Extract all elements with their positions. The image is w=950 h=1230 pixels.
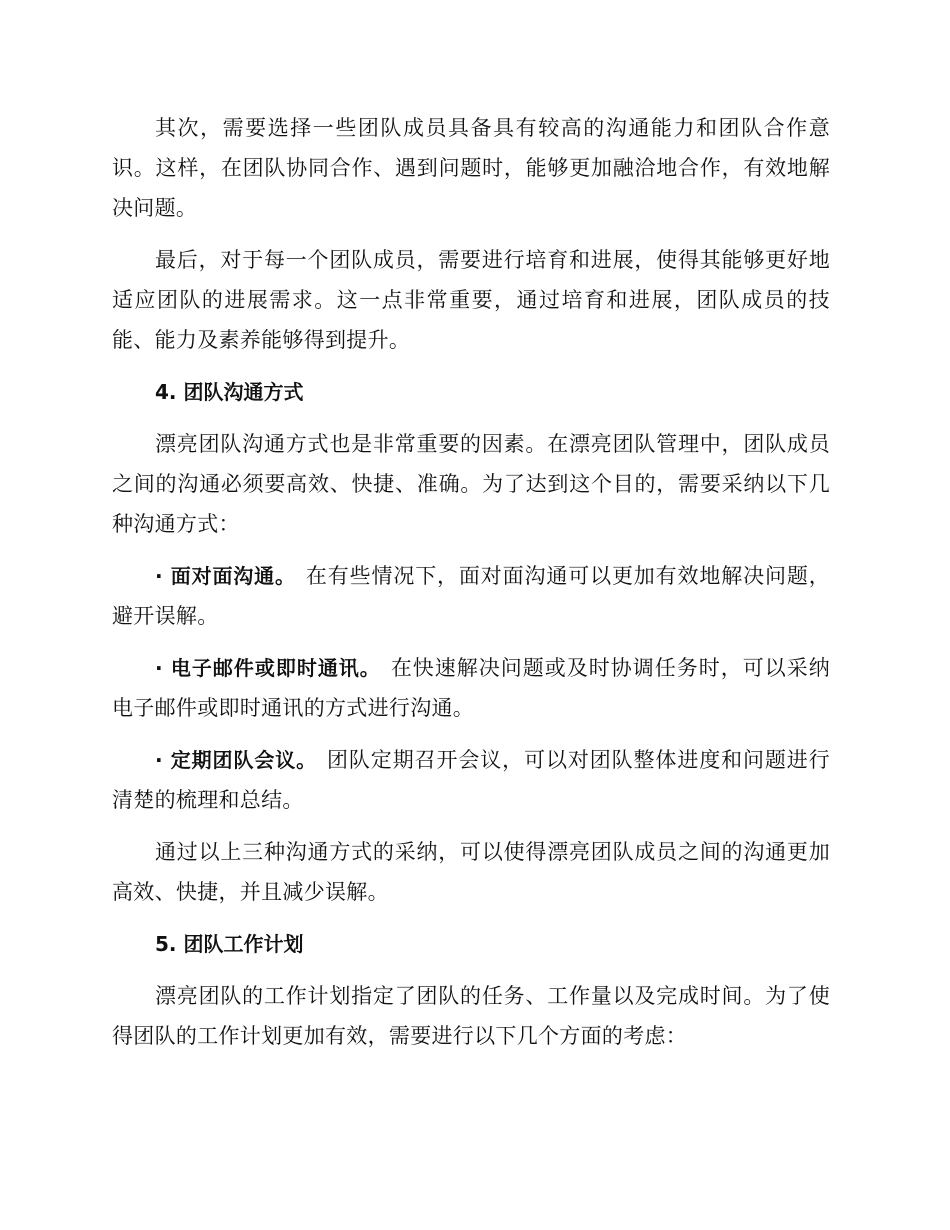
bullet-text: 在有些情况下，面对面沟通可以更加有效地解决问题，避开误解。 <box>112 564 830 628</box>
paragraph-member-training: 最后，对于每一个团队成员，需要进行培育和进展，使得其能够更好地适应团队的进展需求。这一点非常重要，通过培育和进展，团队成员的技能、能力及素养能够得到提升。 <box>112 248 830 352</box>
paragraph-communication-summary: 通过以上三种沟通方式的采纳，可以使得漂亮团队成员之间的沟通更加高效、快捷，并且减少误解。 <box>112 840 830 904</box>
bullet-email-im <box>112 648 830 728</box>
paragraph-team-communication-ability: 其次，需要选择一些团队成员具备具有较高的沟通能力和团队合作意识。这样，在团队协同合作、遇到问题时，能够更加融洽地合作，有效地解决问题。 <box>112 116 830 220</box>
bullet-title: · 定期团队会议。 <box>155 748 318 772</box>
bullet-title: · 电子邮件或即时通讯。 <box>155 656 381 680</box>
bullet-text: 团队定期召开会议，可以对团队整体进度和问题进行清楚的梳理和总结。 <box>112 748 830 812</box>
heading-team-communication: 4. 团队沟通方式 <box>155 380 304 404</box>
bullet-text: 在快速解决问题或及时协调任务时，可以采纳电子邮件或即时通讯的方式进行沟通。 <box>112 656 831 720</box>
paragraph-work-plan-intro: 漂亮团队的工作计划指定了团队的任务、工作量以及完成时间。为了使得团队的工作计划更加有效，需要进行以下几个方面的考虑： <box>112 984 830 1048</box>
bullet-regular-meetings <box>112 740 830 820</box>
heading-team-work-plan: 5. 团队工作计划 <box>155 932 304 956</box>
bullet-face-to-face <box>112 556 830 636</box>
document-page <box>112 108 830 1056</box>
bullet-title: · 面对面沟通。 <box>155 564 296 588</box>
paragraph-communication-intro: 漂亮团队沟通方式也是非常重要的因素。在漂亮团队管理中，团队成员之间的沟通必须要高效、快捷、准确。为了达到这个目的，需要采纳以下几种沟通方式： <box>112 432 830 536</box>
